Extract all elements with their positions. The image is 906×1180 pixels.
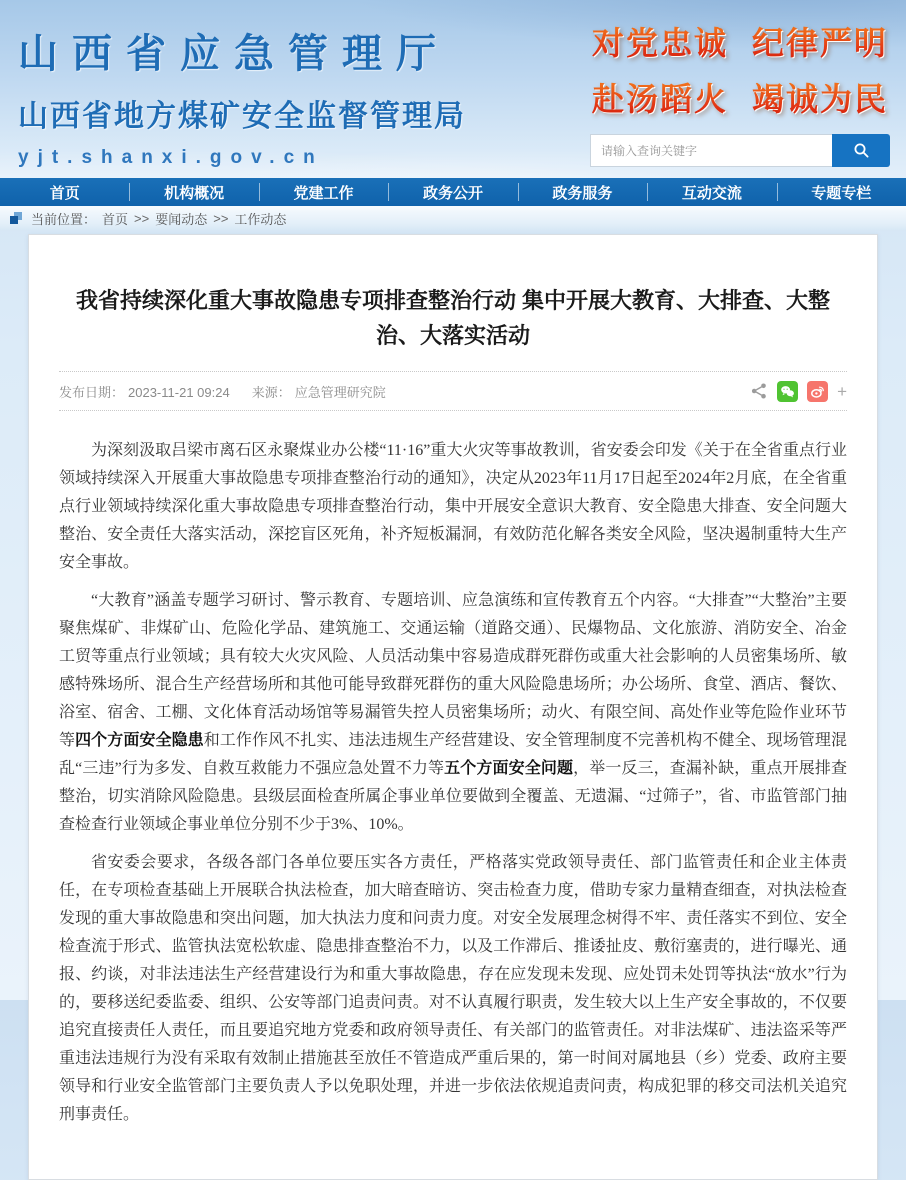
main-nav (0, 178, 906, 206)
paragraph-text: “大教育”涵盖专题学习研讨、警示教育、专题培训、应急演练和宣传教育五个内容。“大排查”“大整治”主要聚焦煤矿、非煤矿山、危险化学品、建筑施工、交通运输（道路交通）、民爆物品、文化旅游、消防安全、冶金工贸等重点行业领域；具有较大火灾风险、人员活动集中容易造成群死群伤或重大社会影响的人员密集场所、敏感特殊场所、混合生产经营场所和其他可能导致群死群伤的重大风险隐患场所；办公场所、食堂、酒店、餐饮、浴室、宿舍、工棚、文化体育活动场馆等易漏管失控人员密集场所；动火、有限空间、高处作业等危险作业环节等 (59, 592, 847, 749)
article-paragraph-2 (59, 587, 847, 839)
nav-label: 政务公开 (422, 184, 483, 202)
nav-item-interaction[interactable] (647, 178, 776, 206)
slogan-discipline: 纪律严明 (752, 18, 888, 64)
publish-date-label: 发布日期： (59, 384, 125, 400)
paragraph-text: ，举一反三，查漏补缺，重点开展排查整治，切实消除风险隐患。县级层面检查所属企事业单位要做到全覆盖、无遗漏、“过筛子”，省、市监管部门抽查检查行业领域企事业单位分别不少于3%、10%。 (59, 760, 847, 833)
nav-label: 互动交流 (681, 184, 742, 202)
header-right (590, 18, 890, 167)
nav-item-home[interactable] (0, 178, 129, 206)
article-meta (59, 382, 390, 401)
paragraph-text: 为深刻汲取吕梁市离石区永聚煤业办公楼“11·16”重大火灾等事故教训，省安委会印发《关于在全省重点行业领域持续深入开展重大事故隐患专项排查整治行动的通知》，决定从2023年11月17日起至2024年2月底，在全省重点行业领域持续深化重大事故隐患专项排查整治行动，集中开展安全意识大教育、安全隐患大排查、安全问题大整治、安全责任大落实活动，深挖盲区死角，补齐短板漏洞，有效防范化解各类安全风险，坚决遏制重特大生产安全事故。 (59, 442, 847, 571)
search-bar (590, 134, 890, 167)
slogan-line-2 (590, 74, 890, 120)
nav-item-party-building[interactable] (259, 178, 388, 206)
org-identity (18, 22, 466, 169)
slogan-loyalty: 对党忠诚 (592, 18, 728, 64)
nav-item-gov-services[interactable] (518, 178, 647, 206)
site-url: yjt.shanxi.gov.cn (18, 147, 324, 168)
source-label: 来源： (251, 384, 291, 400)
nav-label: 党建工作 (293, 184, 354, 202)
article-meta-row (59, 371, 847, 411)
site-header (0, 0, 906, 178)
share-icon[interactable] (750, 382, 768, 400)
location-icon (10, 212, 23, 225)
content-panel (28, 234, 878, 1180)
search-button[interactable] (832, 134, 890, 167)
nav-label: 专题专栏 (811, 184, 872, 202)
breadcrumb-separator: >> (134, 211, 150, 226)
search-input[interactable] (590, 134, 832, 167)
nav-label: 政务服务 (552, 184, 613, 202)
article-title: 我省持续深化重大事故隐患专项排查整治行动 集中开展大教育、大排查、大整治、大落实活动 (75, 288, 831, 348)
nav-label: 首页 (49, 184, 80, 202)
breadcrumb-work-dynamics[interactable]: 工作动态 (234, 212, 287, 227)
paragraph-bold-text: 五个方面安全问题 (444, 760, 574, 777)
wechat-share-icon[interactable] (777, 381, 798, 402)
paragraph-text: 和工作作风不扎实、违法违规生产经营建设、安全管理制度不完善机构不健全、现场管理混乱“三违”行为多发、自救互救能力不强应急处置不力等 (59, 732, 847, 777)
weibo-share-icon[interactable] (807, 381, 828, 402)
org-title: 山西省应急管理厅 (18, 31, 450, 76)
more-share-icon[interactable]: + (837, 381, 847, 401)
article-paragraph-3 (59, 849, 847, 1129)
slogan-service: 竭诚为民 (752, 74, 888, 120)
source-value: 应急管理研究院 (294, 384, 386, 400)
nav-label: 机构概况 (164, 184, 225, 202)
breadcrumb-home[interactable]: 首页 (102, 212, 129, 227)
publish-date: 2023-11-21 09:24 (128, 384, 230, 400)
breadcrumb-news[interactable]: 要闻动态 (155, 212, 208, 227)
paragraph-bold-text: 四个方面安全隐患 (75, 732, 204, 749)
article-body (59, 437, 847, 1129)
slogan-line-1 (590, 18, 890, 64)
nav-item-gov-disclosure[interactable] (388, 178, 517, 206)
article-paragraph-1 (59, 437, 847, 577)
share-toolbar (750, 381, 847, 402)
org-subtitle: 山西省地方煤矿安全监督管理局 (18, 100, 466, 133)
slogan-bravery: 赴汤蹈火 (592, 74, 728, 120)
breadcrumb (0, 206, 906, 231)
search-icon (853, 142, 870, 159)
nav-item-special-topics[interactable] (777, 178, 906, 206)
paragraph-text: 省安委会要求，各级各部门各单位要压实各方责任，严格落实党政领导责任、部门监管责任和企业主体责任，在专项检查基础上开展联合执法检查，加大暗查暗访、突击检查力度，借助专家力量精查细查，对执法检查发现的重大事故隐患和突出问题，加大执法力度和问责力度。对安全发展理念树得不牢、责任落实不到位、安全检查流于形式、监管执法宽松软虚、隐患排查整治不力，以及工作滞后、推诿扯皮、敷衍塞责的，进行曝光、通报、约谈，对非法违法生产经营建设行为和重大事故隐患，存在应发现未发现、应处罚未处罚等执法“放水”行为的，要移送纪委监委、组织、公安等部门追责问责。对不认真履行职责，发生较大以上生产安全事故的，不仅要追究直接责任人责任，而且要追究地方党委和政府领导责任、有关部门的监管责任。对非法煤矿、违法盗采等严重违法违规行为没有采取有效制止措施甚至放任不管造成严重后果的，第一时间对属地县（乡）党委、政府主要领导和行业安全监管部门主要负责人予以免职处理，并进一步依法依规追责问责，构成犯罪的移交司法机关追究刑事责任。 (59, 854, 847, 1123)
breadcrumb-prefix: 当前位置： (31, 212, 97, 227)
breadcrumb-separator: >> (213, 211, 229, 226)
nav-item-org-overview[interactable] (129, 178, 258, 206)
